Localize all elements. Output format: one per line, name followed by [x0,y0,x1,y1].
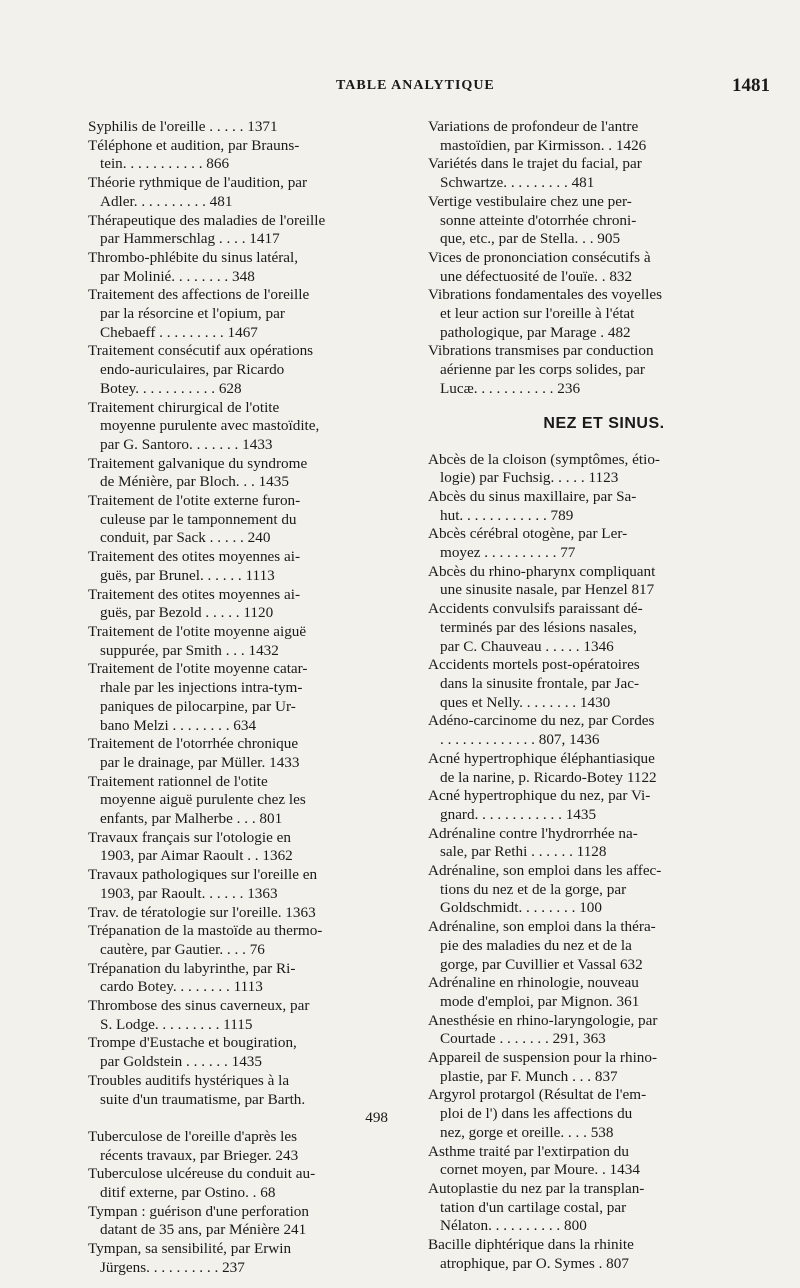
index-entry [428,193,780,249]
index-entry-line: Thrombose des sinus caverneux, par [88,997,310,1015]
index-entry-line: Traitement chirurgical de l'otite [88,398,280,416]
index-entries-otology-end [428,118,780,399]
index-entry-line: gorge, par Cuvillier et Vassal 632 [440,955,643,973]
index-entry [88,174,388,211]
index-entry-line: Abcès cérébral otogène, par Ler- [428,525,628,543]
index-entry [428,155,780,192]
index-entry [428,451,780,488]
index-entry-line: Goldschmidt. . . . . . . . 100 [440,899,602,917]
index-entry-line: sonne atteinte d'otorrhée chroni- [440,211,637,229]
index-entry-line: une sinusite nasale, par Henzel 817 [440,581,655,599]
index-entry-line: aérienne par les corps solides, par [440,361,645,379]
index-entry [88,866,388,903]
index-entry [88,399,388,455]
index-entry [428,787,780,824]
index-entry-line: bano Melzi . . . . . . . . 634 [100,716,257,734]
index-entry-line: Trompe d'Eustache et bougiration, [88,1034,297,1052]
index-entry-line: par Hammerschlag . . . . 1417 [100,230,280,248]
index-entry-line: Jürgens. . . . . . . . . . 237 [100,1258,245,1276]
index-entry-line: guës, par Brunel. . . . . . 1113 [100,566,275,584]
index-entry-line: hut. . . . . . . . . . . . 789 [440,506,574,524]
index-entry [88,1240,388,1277]
index-entry [428,118,780,155]
index-entry [428,286,780,342]
index-entry-line: par la résorcine et l'opium, par [100,305,285,323]
index-entry-line: Acné hypertrophique du nez, par Vi- [428,787,651,805]
index-entry [428,1143,780,1180]
index-entry-line: Variations de profondeur de l'antre [428,118,639,135]
index-entry [88,492,388,548]
index-entry-line: enfants, par Malherbe . . . 801 [100,810,283,828]
index-entry [88,249,388,286]
index-column-right [428,118,780,1273]
index-entry-line: Adrénaline, son emploi dans les affec- [428,862,662,880]
index-entry-line: Variétés dans le trajet du facial, par [428,155,642,173]
index-entry-line: Adrénaline en rhinologie, nouveau [428,974,639,992]
index-entry-line: Travaux pathologiques sur l'oreille en [88,866,318,884]
index-entry [88,623,388,660]
index-column-left [88,118,388,1278]
index-entry [88,455,388,492]
index-entry-line: Acné hypertrophique éléphantiasique [428,749,655,767]
index-entry-line: Troubles auditifs hystériques à la [88,1071,290,1089]
index-entry-line: Vibrations fondamentales des voyelles [428,286,663,304]
index-entry-line: une défectuosité de l'ouïe. . 832 [440,267,633,285]
index-entry-line: Traitement rationnel de l'otite [88,772,268,790]
index-entry-line: paniques de pilocarpine, par Ur- [100,697,296,715]
index-entry [428,918,780,974]
index-entry-line: Vertige vestibulaire chez une per- [428,192,632,210]
index-entry-line: Thrombo-phlébite du sinus latéral, [88,248,299,266]
index-entry-line: sale, par Rethi . . . . . . 1128 [440,843,607,861]
index-entry-line: de la narine, p. Ricardo-Botey 1122 [440,768,657,786]
index-entry-line: Syphilis de l'oreille . . . . . 1371 [88,118,278,135]
index-entry-line: par le drainage, par Müller. 1433 [100,753,300,771]
index-entry [88,997,388,1034]
index-entry-line: Travaux français sur l'otologie en [88,828,291,846]
index-entry-line: récents travaux, par Brieger. 243 [100,1146,299,1164]
index-entry-line: Adéno-carcinome du nez, par Cordes [428,712,655,730]
index-entry-line: mastoïdien, par Kirmisson. . 1426 [440,136,647,154]
index-entry [88,829,388,866]
index-entry [428,1180,780,1236]
index-entry-line: 498 [365,1109,388,1127]
index-entry-line: Traitement de l'otite externe furon- [88,492,301,510]
index-entry-line: tions du nez et de la gorge, par [440,880,627,898]
index-entry-line: et leur action sur l'oreille à l'état [440,305,635,323]
section-heading-nez-et-sinus: NEZ ET SINUS. [543,414,665,432]
index-entry-line: Accidents mortels post-opératoires [428,656,640,674]
index-entry-line: Nélaton. . . . . . . . . . 800 [440,1217,587,1235]
index-entry [428,974,780,1011]
index-entry [88,212,388,249]
index-entry [88,548,388,585]
index-entry [428,488,780,525]
index-entry [428,750,780,787]
index-entry-line: Abcès de la cloison (symptômes, étio- [428,450,660,468]
index-entry-line: par G. Santoro. . . . . . . 1433 [100,435,273,453]
index-entry-line: Lucæ. . . . . . . . . . . 236 [440,379,581,397]
index-entry [428,563,780,600]
index-entry-line: Traitement des otites moyennes ai- [88,585,301,603]
index-entry-line: moyez . . . . . . . . . . 77 [440,544,576,562]
index-entry [88,1034,388,1071]
index-entry-line: Thérapeutique des maladies de l'oreille [88,211,326,229]
index-entry-line: Tuberculose ulcéreuse du conduit au- [88,1165,316,1183]
index-entry-line: mode d'emploi, par Mignon. 361 [440,992,640,1010]
index-entry-line: Autoplastie du nez par la transplan- [428,1179,645,1197]
index-entry-line: gnard. . . . . . . . . . . . 1435 [440,805,597,823]
index-entry-line: datant de 35 ans, par Ménière 241 [100,1221,307,1239]
index-entry-line: Schwartze. . . . . . . . . 481 [440,174,595,192]
index-entry [88,1072,388,1128]
index-entry [428,525,780,562]
index-entry [88,660,388,735]
index-entry-line: guës, par Bezold . . . . . 1120 [100,604,274,622]
index-entry-line: Chebaeff . . . . . . . . . 1467 [100,323,258,341]
page-number: 1481 [732,75,770,96]
index-entry-line: Adrénaline contre l'hydrorrhée na- [428,824,638,842]
index-entry [428,1012,780,1049]
index-entry-line: pie des maladies du nez et de la [440,936,632,954]
index-entry-line: nez, gorge et oreille. . . . 538 [440,1123,614,1141]
index-entry-line: conduit, par Sack . . . . . 240 [100,529,271,547]
index-entry [428,1236,780,1273]
index-entry-line: pathologique, par Marage . 482 [440,323,631,341]
index-entry-line: ploi de l') dans les affections du [440,1105,633,1123]
index-entry-line: Botey. . . . . . . . . . . 628 [100,379,242,397]
index-entry [428,825,780,862]
index-entry-line: suppurée, par Smith . . . 1432 [100,641,279,659]
index-entry-line: Traitement de l'otite moyenne aiguë [88,622,307,640]
index-entry-line: cornet moyen, par Moure. . 1434 [440,1161,640,1179]
index-entry-line: cautère, par Gautier. . . . 76 [100,940,265,958]
index-entry-line: Traitement de l'otite moyenne catar- [88,660,308,678]
index-entry-line: Traitement de l'otorrhée chronique [88,735,299,753]
index-entry-line: Traitement des affections de l'oreille [88,286,310,304]
index-entry-line: Trav. de tératologie sur l'oreille. 1363 [88,903,316,921]
index-entry-line: Trépanation de la mastoïde au thermo- [88,922,323,940]
index-entry [428,656,780,712]
index-entry [88,1128,388,1165]
index-entry-line: moyenne aiguë purulente chez les [100,791,306,809]
index-entry-line: logie) par Fuchsig. . . . . 1123 [440,469,619,487]
index-entry-line: Courtade . . . . . . . 291, 363 [440,1030,606,1048]
index-entry-line: Trépanation du labyrinthe, par Ri- [88,959,296,977]
index-entries-nez-et-sinus [428,451,780,1274]
index-entry-line: tation d'un cartilage costal, par [440,1198,627,1216]
running-title: TABLE ANALYTIQUE [336,78,495,93]
index-entry-line: ditif externe, par Ostino. . 68 [100,1184,276,1202]
index-entry [88,286,388,342]
index-entry-line: Accidents convulsifs paraissant dé- [428,600,643,618]
index-entry-line: par Goldstein . . . . . . 1435 [100,1053,262,1071]
index-entry-line: Asthme traité par l'extirpation du [428,1142,629,1160]
index-entry [428,342,780,398]
index-entry-line: culeuse par le tamponnement du [100,510,297,528]
index-entry-line: Traitement des otites moyennes ai- [88,548,301,566]
index-entry-line: suite d'un traumatisme, par Barth. [100,1090,306,1108]
index-entry-line: Traitement galvanique du syndrome [88,454,308,472]
page-header [0,75,800,102]
index-entry-line: Tympan, sa sensibilité, par Erwin [88,1240,292,1258]
index-entry-line: de Ménière, par Bloch. . . 1435 [100,473,289,491]
index-entry [428,862,780,918]
index-entry [428,1086,780,1142]
index-entry [428,1049,780,1086]
index-entry-line: dans la sinusite frontale, par Jac- [440,674,640,692]
index-entry [88,904,388,923]
index-entry-line: endo-auriculaires, par Ricardo [100,361,285,379]
index-entry [88,960,388,997]
index-entry-line: Traitement consécutif aux opérations [88,342,314,360]
index-entry-line: Appareil de suspension pour la rhino- [428,1049,658,1067]
index-entry-line: Vices de prononciation consécutifs à [428,248,651,266]
index-entry [88,342,388,398]
index-entry-line: 1903, par Aimar Raoult . . 1362 [100,847,293,865]
index-entry-line: Adrénaline, son emploi dans la théra- [428,918,656,936]
index-entry-line: cardo Botey. . . . . . . . 1113 [100,978,263,996]
index-entry [428,600,780,656]
index-entry-line: . . . . . . . . . . . . . 807, 1436 [440,731,600,749]
index-entry-line: Vibrations transmises par conduction [428,342,654,360]
index-entry-line: par Molinié. . . . . . . . 348 [100,267,255,285]
index-entry-line: terminés par des lésions nasales, [440,618,637,636]
index-entry-line: ques et Nelly. . . . . . . . 1430 [440,693,611,711]
index-entry-line: Abcès du rhino-pharynx compliquant [428,562,656,580]
index-entry [88,922,388,959]
index-entry [88,1203,388,1240]
index-entry-line: Tympan : guérison d'une perforation [88,1202,309,1220]
index-entry [88,773,388,829]
index-entry-line: Argyrol protargol (Résultat de l'em- [428,1086,647,1104]
index-entry [88,1165,388,1202]
index-entry-line: rhale par les injections intra-tym- [100,679,303,697]
index-entry-line: Bacille diphtérique dans la rhinite [428,1236,634,1254]
index-entry-line: Adler. . . . . . . . . . 481 [100,192,233,210]
index-entry-line: par C. Chauveau . . . . . 1346 [440,637,614,655]
index-entry-line: Abcès du sinus maxillaire, par Sa- [428,487,637,505]
index-entry [88,137,388,174]
index-entry-line: Anesthésie en rhino-laryngologie, par [428,1011,658,1029]
index-entry-line: Tuberculose de l'oreille d'après les [88,1127,298,1145]
index-entry-line: 1903, par Raoult. . . . . . 1363 [100,884,278,902]
index-entry-line: que, etc., par de Stella. . . 905 [440,230,621,248]
index-entry-line: atrophique, par O. Symes . 807 [440,1254,629,1272]
index-entry-line: plastie, par F. Munch . . . 837 [440,1067,618,1085]
index-entry [88,118,388,137]
index-entry-line: tein. . . . . . . . . . . 866 [100,155,230,173]
index-entry-line: Théorie rythmique de l'audition, par [88,174,308,192]
index-entry [88,735,388,772]
index-entry [88,586,388,623]
index-entry-line: Téléphone et audition, par Brauns- [88,136,300,154]
index-entry-line: S. Lodge. . . . . . . . . 1115 [100,1015,253,1033]
index-entry [428,712,780,749]
index-entry [428,249,780,286]
index-entry-line: moyenne purulente avec mastoïdite, [100,417,320,435]
